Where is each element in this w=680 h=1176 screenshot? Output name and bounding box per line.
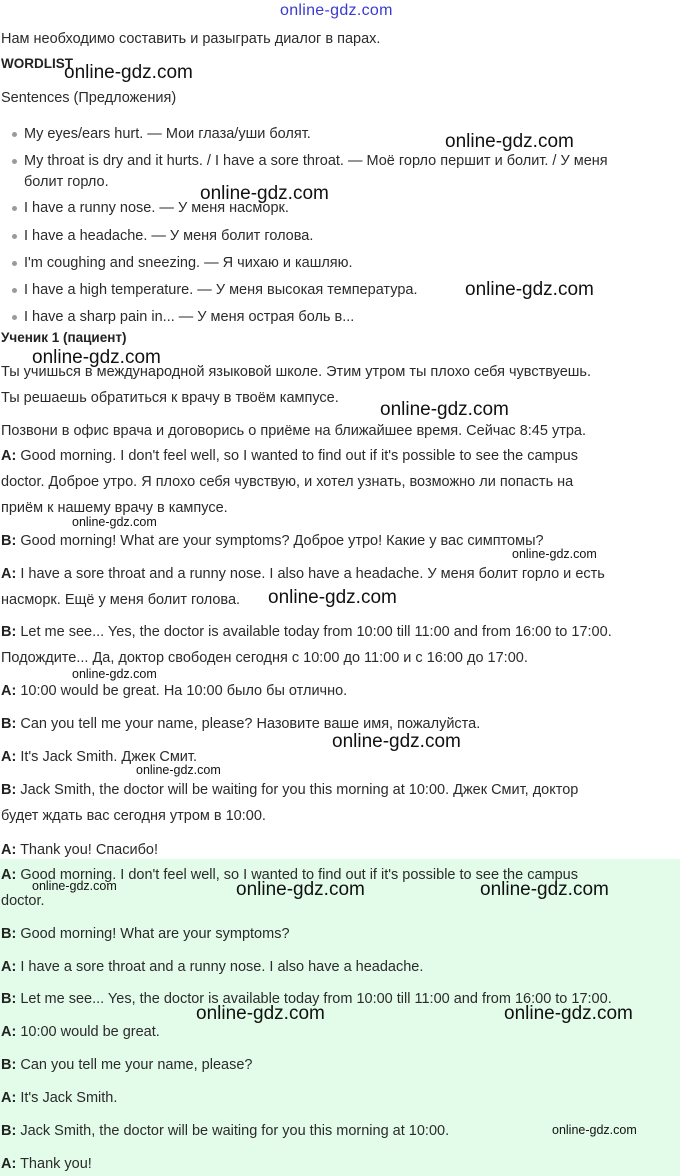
task-line: Ты учишься в международной языковой школе. Этим утром ты плохо себя чувствуешь. [1,364,591,380]
wordlist-item: My eyes/ears hurt. — Мои глаза/уши болят. [24,126,311,142]
dialogue-text: Good morning. I don't feel well, so I wanted to find out if it's possible to see the campus [16,867,578,883]
task-line: Позвони в офис врача и договорись о приёме на ближайшее время. Сейчас 8:45 утра. [1,423,587,439]
dialogue-line [1,1022,160,1042]
bullet-dot [12,132,17,137]
watermark-small: online-gdz.com [136,763,221,777]
dialogue-text: Jack Smith, the doctor will be waiting for you this morning at 10:00. Джек Смит, доктор [16,782,579,798]
dialogue-text: 10:00 would be great. На 10:00 было бы отлично. [16,683,348,699]
watermark: online-gdz.com [480,879,609,900]
speaker-label: A: [1,448,17,464]
dialogue-line [1,1055,252,1075]
wordlist-item: My throat is dry and it hurts. / I have a sore throat. — Моё горло першит и болит. / У меня [24,153,608,169]
dialogue-text: Thank you! [16,1156,92,1172]
watermark: online-gdz.com [465,279,594,300]
dialogue-text: 10:00 would be great. [16,1024,160,1040]
bullet-dot [12,261,17,266]
wordlist-item: I have a runny nose. — У меня насморк. [24,200,289,216]
task-line: Ты решаешь обратиться к врачу в твоём кампусе. [1,390,339,406]
speaker-label: A: [1,683,17,699]
dialogue-text: It's Jack Smith. [16,1090,118,1106]
dialogue-line [1,780,578,800]
dialogue-text: Good morning! What are your symptoms? [16,926,290,942]
watermark-small: online-gdz.com [552,1123,637,1137]
dialogue-line [1,622,612,642]
dialogue-text: Jack Smith, the doctor will be waiting for you this morning at 10:00. [16,1123,450,1139]
speaker-label: B: [1,624,17,640]
watermark: online-gdz.com [32,347,161,368]
wordlist-item: I have a sharp pain in... — У меня острая боль в... [24,309,355,325]
speaker-label: A: [1,842,17,858]
bullet-dot [12,234,17,239]
speaker-label: B: [1,533,17,549]
speaker-label: B: [1,1057,17,1073]
speaker-label: B: [1,1123,17,1139]
dialogue-line: doctor. Доброе утро. Я плохо себя чувствую, и хотел узнать, возможно ли попасть на [1,474,574,490]
speaker-label: B: [1,716,17,732]
watermark: online-gdz.com [268,587,397,608]
dialogue-text: Can you tell me your name, please? Назовите ваше имя, пожалуйста. [16,716,481,732]
dialogue-text: It's Jack Smith. Джек Смит. [16,749,197,765]
wordlist-item: I have a headache. — У меня болит голова. [24,228,314,244]
speaker-label: A: [1,1090,17,1106]
dialogue-line [1,681,347,701]
student-heading: Ученик 1 (пациент) [1,330,127,345]
site-header-watermark: online-gdz.com [280,2,393,19]
dialogue-line [1,840,158,860]
watermark: online-gdz.com [445,131,574,152]
bullet-dot [12,159,17,164]
dialogue-line [1,564,605,584]
watermark: online-gdz.com [236,879,365,900]
dialogue-line [1,957,423,977]
watermark: online-gdz.com [200,183,329,204]
wordlist-item: I have a high temperature. — У меня высокая температура. [24,282,418,298]
watermark: online-gdz.com [332,731,461,752]
watermark: online-gdz.com [64,62,193,83]
speaker-label: A: [1,1024,17,1040]
dialogue-line: будет ждать вас сегодня утром в 10:00. [1,808,266,824]
watermark-small: online-gdz.com [72,667,157,681]
speaker-label: B: [1,991,17,1007]
dialogue-text: I have a sore throat and a runny nose. I also have a headache. У меня болит горло и есть [16,566,605,582]
dialogue-line [1,531,544,551]
dialogue-line [1,1088,117,1108]
watermark: online-gdz.com [380,399,509,420]
watermark: online-gdz.com [196,1003,325,1024]
watermark-small: online-gdz.com [32,879,117,893]
dialogue-text: Good morning. I don't feel well, so I wanted to find out if it's possible to see the campus [16,448,578,464]
dialogue-line [1,1154,92,1174]
speaker-label: B: [1,926,17,942]
speaker-label: A: [1,566,17,582]
watermark: online-gdz.com [504,1003,633,1024]
dialogue-text: Let me see... Yes, the doctor is available today from 10:00 till 11:00 and from 16:00 to 17:00. [16,624,612,640]
dialogue-line [1,924,290,944]
speaker-label: B: [1,782,17,798]
watermark-small: online-gdz.com [72,515,157,529]
speaker-label: A: [1,867,17,883]
wordlist-item: болит горло. [24,174,109,190]
dialogue-text: Can you tell me your name, please? [16,1057,253,1073]
dialogue-text: Good morning! What are your symptoms? Доброе утро! Какие у вас симптомы? [16,533,544,549]
sentences-heading: Sentences (Предложения) [1,90,177,106]
dialogue-text: I have a sore throat and a runny nose. I also have a headache. [16,959,424,975]
speaker-label: A: [1,749,17,765]
bullet-dot [12,288,17,293]
dialogue-line: Подождите... Да, доктор свободен сегодня с 10:00 до 11:00 и с 16:00 до 17:00. [1,650,528,666]
intro-text: Нам необходимо составить и разыграть диалог в парах. [1,31,381,47]
wordlist-item: I'm coughing and sneezing. — Я чихаю и кашляю. [24,255,353,271]
bullet-dot [12,315,17,320]
wordlist-heading: WORDLIST [1,56,73,71]
dialogue-line: насморк. Ещё у меня болит голова. [1,592,241,608]
speaker-label: A: [1,1156,17,1172]
bullet-dot [12,206,17,211]
dialogue-text: Let me see... Yes, the doctor is available today from 10:00 till 11:00 and from 16:00 to 17:00. [16,991,612,1007]
watermark-small: online-gdz.com [512,547,597,561]
speaker-label: A: [1,959,17,975]
dialogue-line: doctor. [1,893,45,909]
dialogue-text: Thank you! Спасибо! [16,842,158,858]
dialogue-line: приём к нашему врачу в кампусе. [1,500,228,516]
dialogue-line [1,446,578,466]
dialogue-line [1,1121,449,1141]
